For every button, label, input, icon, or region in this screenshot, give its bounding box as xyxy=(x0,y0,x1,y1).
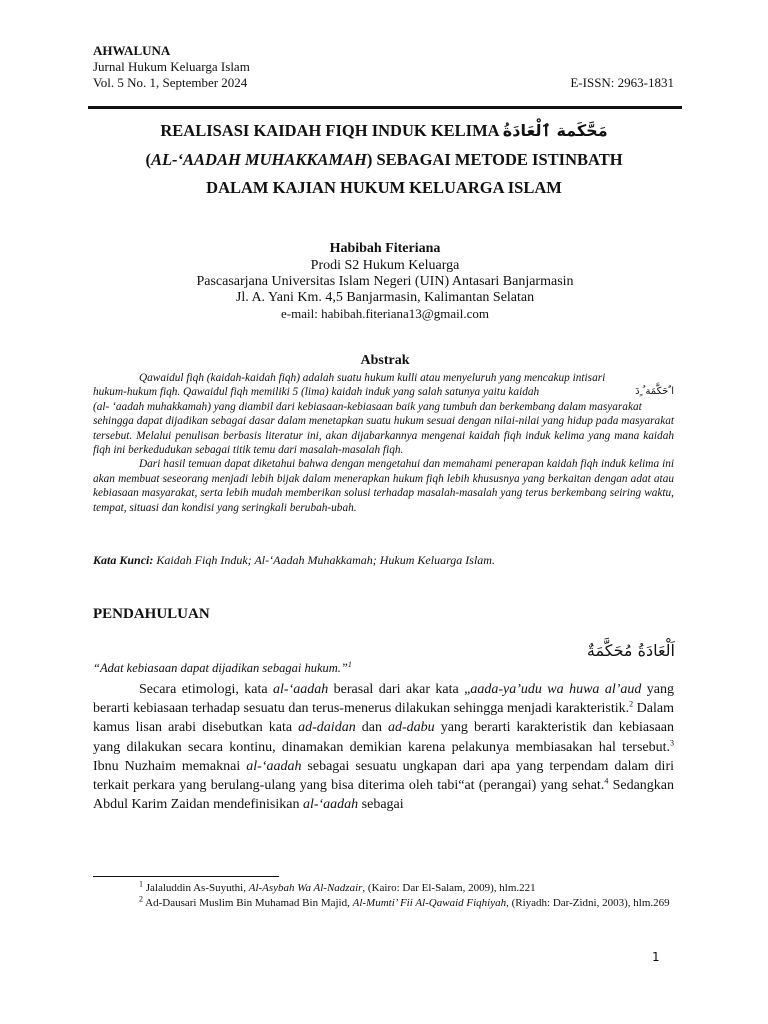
body-paragraph xyxy=(93,680,674,814)
paper-title-line2 xyxy=(60,146,708,174)
author-email[interactable]: e-mail: habibah.fiteriana13@gmail.com xyxy=(281,306,489,321)
footnote-ref-2[interactable]: 2 xyxy=(629,699,634,709)
quote-text: “Adat kebiasaan dapat dijadikan sebagai hukum.” xyxy=(93,661,348,675)
body-paragraph-text: Secara etimologi, kata al-‘aadah berasal dari akar kata „aada-ya’udu wa huwa al’aud yang berarti kebiasaan terhadap sesuatu dan terus-menerus dilakukan sehingga menjadi karakteristik.$^2$ Dalam kamus lisan arabi disebutkan kata ad-daidan dan ad-dabu yang berarti karakteristik dan kebiasaan yang dilakukan secara kontinu, dinamakan demikian karena pelakunya membiasakan hal tersebut.$^3$ Ibnu Nuzhaim memaknai al-‘aadah sebagai sesuatu ungkapan dari apa yang terpendam dalam diri terkait perkara yang berulang-ulang yang bisa diterima oleh tabi“at (perangai) yang sehat.$^4$ Sedangkan Abdul Karim Zaidan mendefinisikan al-‘aadah sebagai xyxy=(93,682,675,813)
footnotes xyxy=(93,881,674,910)
abstract-line2 xyxy=(93,385,674,399)
keywords-values: Kaidah Fiqh Induk; Al-‘Aadah Muhakkamah; Hukum Keluarga Islam. xyxy=(156,553,495,567)
title-paren: ( xyxy=(145,150,151,169)
footnote-ref-3[interactable]: 3 xyxy=(670,737,674,747)
journal-eissn: E-ISSN: 2963-1831 xyxy=(570,75,674,90)
abstract-arabic: ا ٌحَكَّمَة ُ ٍدَ xyxy=(635,386,674,398)
keywords-label: Kata Kunci: xyxy=(93,553,154,567)
journal-name: AHWALUNA xyxy=(93,43,171,58)
title-line2-rest: ) SEBAGAI METODE ISTINBATH xyxy=(366,150,623,169)
paper-title-line1 xyxy=(60,117,708,145)
abstract-para2: Dari hasil temuan dapat diketahui bahwa dengan mengetahui dan memahami penerapan kaidah fiqh induk kelima ini akan membuat seseorang menjadi lebih bijak dalam menerapkan hukum fiqh lebih khususnya yang berkaitan dengan adat atau kebiasaan masyarakat, serta lebih mudah memberikan solusi terhadap masalah-masalah yang terus berkembang seiring waktu, tempat, situasi dan kondisi yang seringkali berubah-ubah. xyxy=(93,458,674,514)
section-heading: PENDAHULUAN xyxy=(93,606,210,622)
footnote-1: $^1$ Jalaluddin As-Suyuthi, Al-Asybah Wa Al-Nadzair, (Kairo: Dar El-Salam, 2009), hlm.221 xyxy=(139,879,536,894)
keywords xyxy=(93,553,674,568)
footnote-ref-1[interactable]: 1 xyxy=(347,659,352,669)
author-address: Jl. A. Yani Km. 4,5 Banjarmasin, Kalimantan Selatan xyxy=(235,290,535,305)
abstract-heading: Abstrak xyxy=(360,353,410,368)
author-institution: Pascasarjana Universitas Islam Negeri (UIN) Antasari Banjarmasin xyxy=(196,274,574,289)
abstract-line3: (al- ‘aadah muhakkamah) yang diambil dari kebiasaan-kebiasaan baik yang tumbuh dan berkembang dalam masyarakat xyxy=(93,400,642,413)
journal-volume: Vol. 5 No. 1, September 2024 xyxy=(93,75,248,90)
abstract-body xyxy=(93,371,674,515)
title-arabic: مَحَّكَمة ٱلْعَادَةُ xyxy=(502,121,608,140)
abstract-line1: Qawaidul fiqh (kaidah-kaidah fiqh) adalah suatu hukum kulli atau menyeluruh yang mencakup intisari xyxy=(139,372,606,384)
footnote-2: $^2$ Ad-Dausari Muslim Bin Muhamad Bin Majid, Al-Mumti’ Fii Al-Qawaid Fiqhiyah, (Riyadh: Dar-Zidni, 2003), hlm.269 xyxy=(139,893,670,909)
footnote-ref-4[interactable]: 4 xyxy=(604,776,609,786)
title-italic: AL-‘AADAH MUHAKKAMAH xyxy=(150,150,367,169)
footnote-rule xyxy=(93,876,279,877)
abstract-line4: sehingga dapat dijadikan sebagai dasar dalam menetapkan suatu hukum sesuai dengan nilai-nilai yang hidup pada masyarakat tersebut. Melalui penulisan berbasis literatur ini, akan dijabarkannya mengenai kaidah fiqh induk kelima yang mana kaidah fiqh ini berkedudukan sebagai titik temu dari masalah-masalah fiqh. xyxy=(93,415,674,457)
abstract-line2-text: hukum-hukum fiqh. Qawaidul fiqh memiliki 5 (lima) kaidah induk yang salah satunya yaitu kaidah xyxy=(93,386,540,399)
arabic-quote: اَلْعَادَةُ مُحَكَّمَةٌ xyxy=(586,641,675,660)
author-program: Prodi S2 Hukum Keluarga xyxy=(310,258,460,273)
author-name: Habibah Fiteriana xyxy=(329,241,441,256)
journal-subtitle: Jurnal Hukum Keluarga Islam xyxy=(93,59,250,74)
header-rule xyxy=(88,106,682,109)
paper-title-line3: DALAM KAJIAN HUKUM KELUARGA ISLAM xyxy=(206,178,562,197)
page-number: 1 xyxy=(652,950,660,964)
title-text-line1: REALISASI KAIDAH FIQH INDUK KELIMA xyxy=(160,121,499,140)
quote-translation xyxy=(93,661,352,676)
